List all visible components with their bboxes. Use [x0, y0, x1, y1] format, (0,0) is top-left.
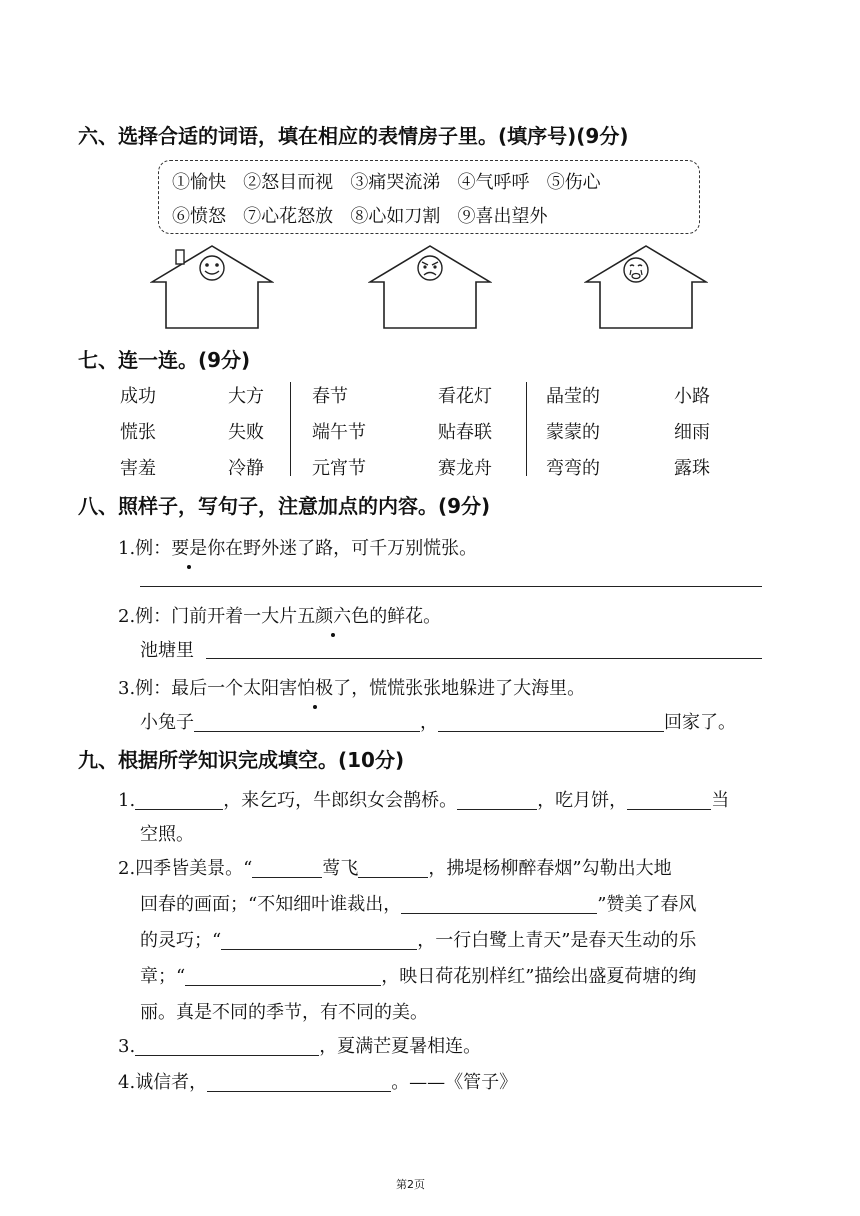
match-word: 失败	[228, 422, 264, 443]
match-word: 细雨	[674, 422, 710, 443]
q9-item2-line2: 回春的画面；“不知细叶谁裁出， ”赞美了春风	[140, 894, 697, 915]
answer-blank[interactable]	[194, 711, 420, 732]
q9-item3: 3. ，夏满芒夏暑相连。	[118, 1036, 482, 1057]
option: ④气呼呼	[457, 172, 530, 193]
angry-face-icon	[418, 256, 442, 280]
q8-item3-example: 3.例：最后一个太阳害怕极了，慌慌张张地躲进了大海里。	[118, 674, 585, 700]
q9-item2-line1: 2.四季皆美景。“ 莺飞 ，拂堤杨柳醉春烟”勾勒出大地	[118, 858, 672, 879]
match-word: 成功	[120, 386, 156, 407]
match-word: 害羞	[120, 458, 156, 479]
column-divider	[526, 382, 527, 476]
match-word: 蒙蒙的	[546, 422, 600, 443]
q9-item2-line3: 的灵巧；“ ，一行白鹭上青天”是春天生动的乐	[140, 930, 697, 951]
match-word: 赛龙舟	[438, 458, 492, 479]
match-word: 晶莹的	[546, 386, 600, 407]
answer-blank[interactable]	[358, 857, 428, 878]
q9-item1-cont: 空照。	[140, 824, 194, 845]
happy-face-icon	[200, 256, 224, 280]
q8-title: 八、照样子，写句子，注意加点的内容。(9分)	[78, 494, 491, 518]
match-word: 看花灯	[438, 386, 492, 407]
angry-house	[368, 244, 492, 330]
match-word: 大方	[228, 386, 264, 407]
match-word: 贴春联	[438, 422, 492, 443]
word-bank-row1	[172, 168, 601, 194]
dotted-text: 要是	[171, 534, 207, 560]
q9-title: 九、根据所学知识完成填空。(10分)	[78, 748, 405, 772]
answer-blank[interactable]	[135, 789, 223, 810]
answer-line[interactable]	[206, 658, 762, 659]
answer-blank[interactable]	[185, 965, 381, 986]
answer-blank[interactable]	[207, 1071, 391, 1092]
q6-title: 六、选择合适的词语，填在相应的表情房子里。(填序号)(9分)	[78, 124, 629, 148]
option: ①愉快	[172, 172, 226, 193]
option: ⑧心如刀割	[350, 206, 441, 227]
match-word: 慌张	[120, 422, 156, 443]
option: ⑨喜出望外	[457, 206, 548, 227]
word-bank-row2	[172, 202, 548, 228]
column-divider	[290, 382, 291, 476]
q8-item1-example: 1.例：要是你在野外迷了路，可千万别慌张。	[118, 534, 477, 560]
answer-line[interactable]	[140, 586, 762, 587]
q8-item3-answer: 小兔子 ， 回家了。	[140, 712, 736, 733]
option: ③痛哭流涕	[350, 172, 441, 193]
page-number: 第2页	[396, 1178, 425, 1191]
q7-title: 七、连一连。(9分)	[78, 348, 251, 372]
option: ②怒目而视	[243, 172, 334, 193]
q9-item2-line4: 章；“ ，映日荷花别样红”描绘出盛夏荷塘的绚	[140, 966, 697, 987]
answer-blank[interactable]	[401, 893, 597, 914]
answer-blank[interactable]	[252, 857, 322, 878]
crying-house	[584, 244, 708, 330]
option: ⑦心花怒放	[243, 206, 334, 227]
option: ⑥愤怒	[172, 206, 226, 227]
q8-item2-lead: 池塘里	[140, 640, 194, 661]
q9-item4: 4.诚信者， 。——《管子》	[118, 1072, 518, 1093]
crying-face-icon	[624, 258, 648, 282]
dotted-text: 五颜六色	[297, 602, 369, 628]
match-word: 小路	[674, 386, 710, 407]
q9-item1: 1. ，来乞巧，牛郎织女会鹊桥。 ，吃月饼， 当	[118, 790, 730, 811]
q8-item2-example: 2.例：门前开着一大片五颜六色的鲜花。	[118, 602, 441, 628]
answer-blank[interactable]	[438, 711, 664, 732]
answer-blank[interactable]	[221, 929, 417, 950]
option: ⑤伤心	[546, 172, 601, 193]
answer-blank[interactable]	[627, 789, 711, 810]
match-word: 冷静	[228, 458, 264, 479]
happy-house	[150, 244, 274, 330]
answer-blank[interactable]	[135, 1035, 319, 1056]
match-word: 露珠	[674, 458, 710, 479]
match-word: 弯弯的	[546, 458, 600, 479]
dotted-text: 害怕极了	[279, 674, 351, 700]
match-word: 端午节	[312, 422, 366, 443]
match-word: 元宵节	[312, 458, 366, 479]
answer-blank[interactable]	[457, 789, 537, 810]
q9-item2-line5: 丽。真是不同的季节，有不同的美。	[140, 1002, 428, 1023]
match-word: 春节	[312, 386, 348, 407]
